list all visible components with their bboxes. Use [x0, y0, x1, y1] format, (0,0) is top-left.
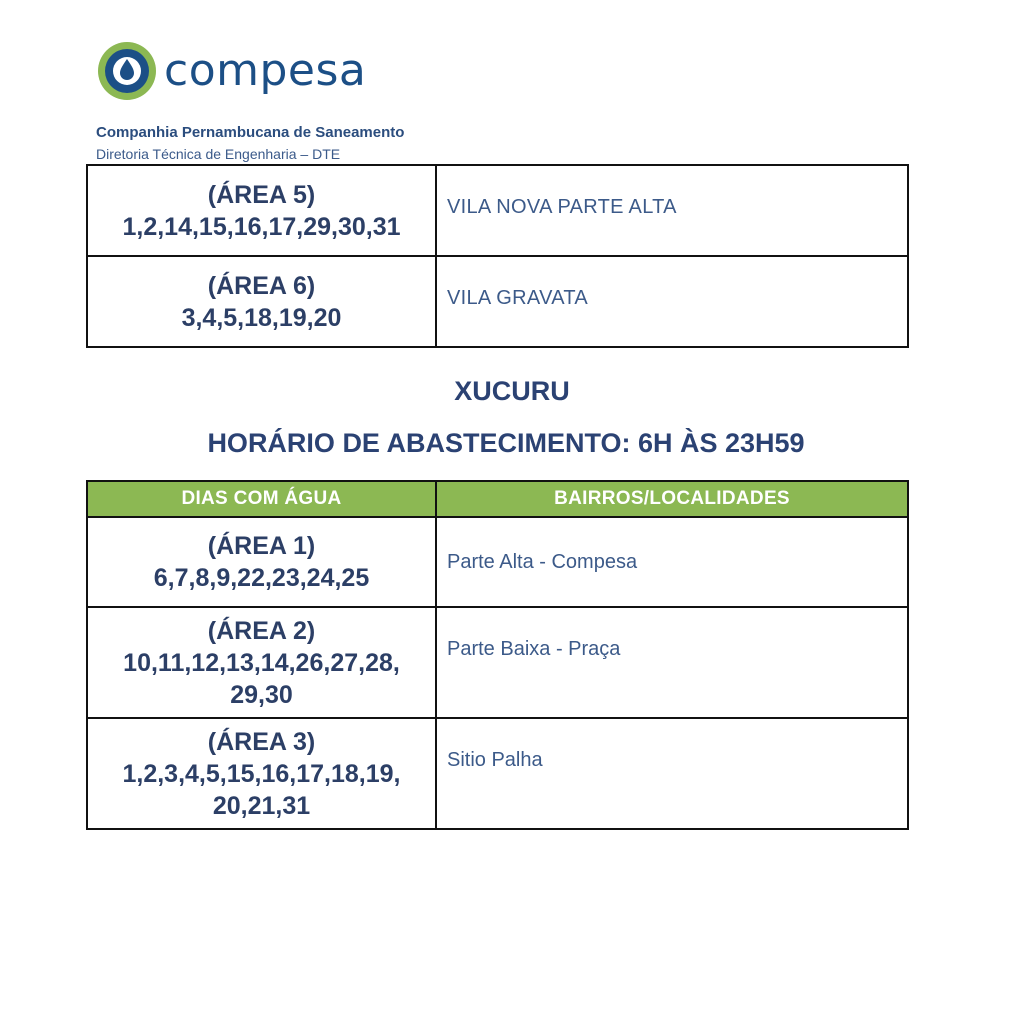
area-label: (ÁREA 1) — [207, 532, 316, 560]
locality-cell: Parte Baixa - Praça — [436, 607, 908, 718]
locality-cell: VILA NOVA PARTE ALTA — [436, 165, 908, 256]
area-label: (ÁREA 6) — [207, 271, 316, 300]
section-title: XUCURU — [454, 376, 570, 406]
days-list: 1,2,3,4,5,15,16,17,18,19, — [122, 759, 401, 788]
organization-name: Companhia Pernambucana de Saneamento — [96, 124, 405, 141]
brand-name: compesa — [164, 45, 367, 96]
days-cell — [87, 517, 436, 607]
locality-cell: VILA GRAVATA — [436, 256, 908, 347]
table-row — [87, 256, 908, 347]
header-days-with-water: DIAS COM ÁGUA — [87, 481, 436, 517]
table-row — [87, 517, 908, 607]
top-schedule-table — [86, 164, 909, 348]
days-list-continued: 29,30 — [230, 680, 293, 709]
area-label: (ÁREA 2) — [207, 616, 316, 645]
days-cell — [87, 718, 436, 829]
supply-schedule-heading: HORÁRIO DE ABASTECIMENTO: 6H ÀS 23H59 — [207, 428, 805, 458]
table-row — [87, 165, 908, 256]
department-name: Diretoria Técnica de Engenharia – DTE — [96, 146, 341, 162]
table-row — [87, 718, 908, 829]
header-localities: BAIRROS/LOCALIDADES — [436, 481, 908, 517]
days-list: 10,11,12,13,14,26,27,28, — [123, 648, 400, 677]
days-cell — [87, 165, 436, 256]
days-cell — [87, 607, 436, 718]
days-list-continued: 20,21,31 — [212, 791, 311, 820]
days-cell — [87, 256, 436, 347]
compesa-logo — [96, 40, 366, 102]
area-label: (ÁREA 3) — [207, 727, 316, 756]
days-list: 3,4,5,18,19,20 — [181, 303, 342, 332]
water-drop-logo-icon — [96, 40, 158, 102]
table-header-row — [87, 481, 908, 517]
xucuru-schedule-table — [86, 480, 909, 830]
area-label: (ÁREA 5) — [207, 180, 316, 209]
days-list: 1,2,14,15,16,17,29,30,31 — [122, 212, 401, 241]
table-row — [87, 607, 908, 718]
locality-cell: Sitio Palha — [436, 718, 908, 829]
locality-cell: Parte Alta - Compesa — [436, 517, 908, 607]
days-list: 6,7,8,9,22,23,24,25 — [153, 564, 370, 592]
